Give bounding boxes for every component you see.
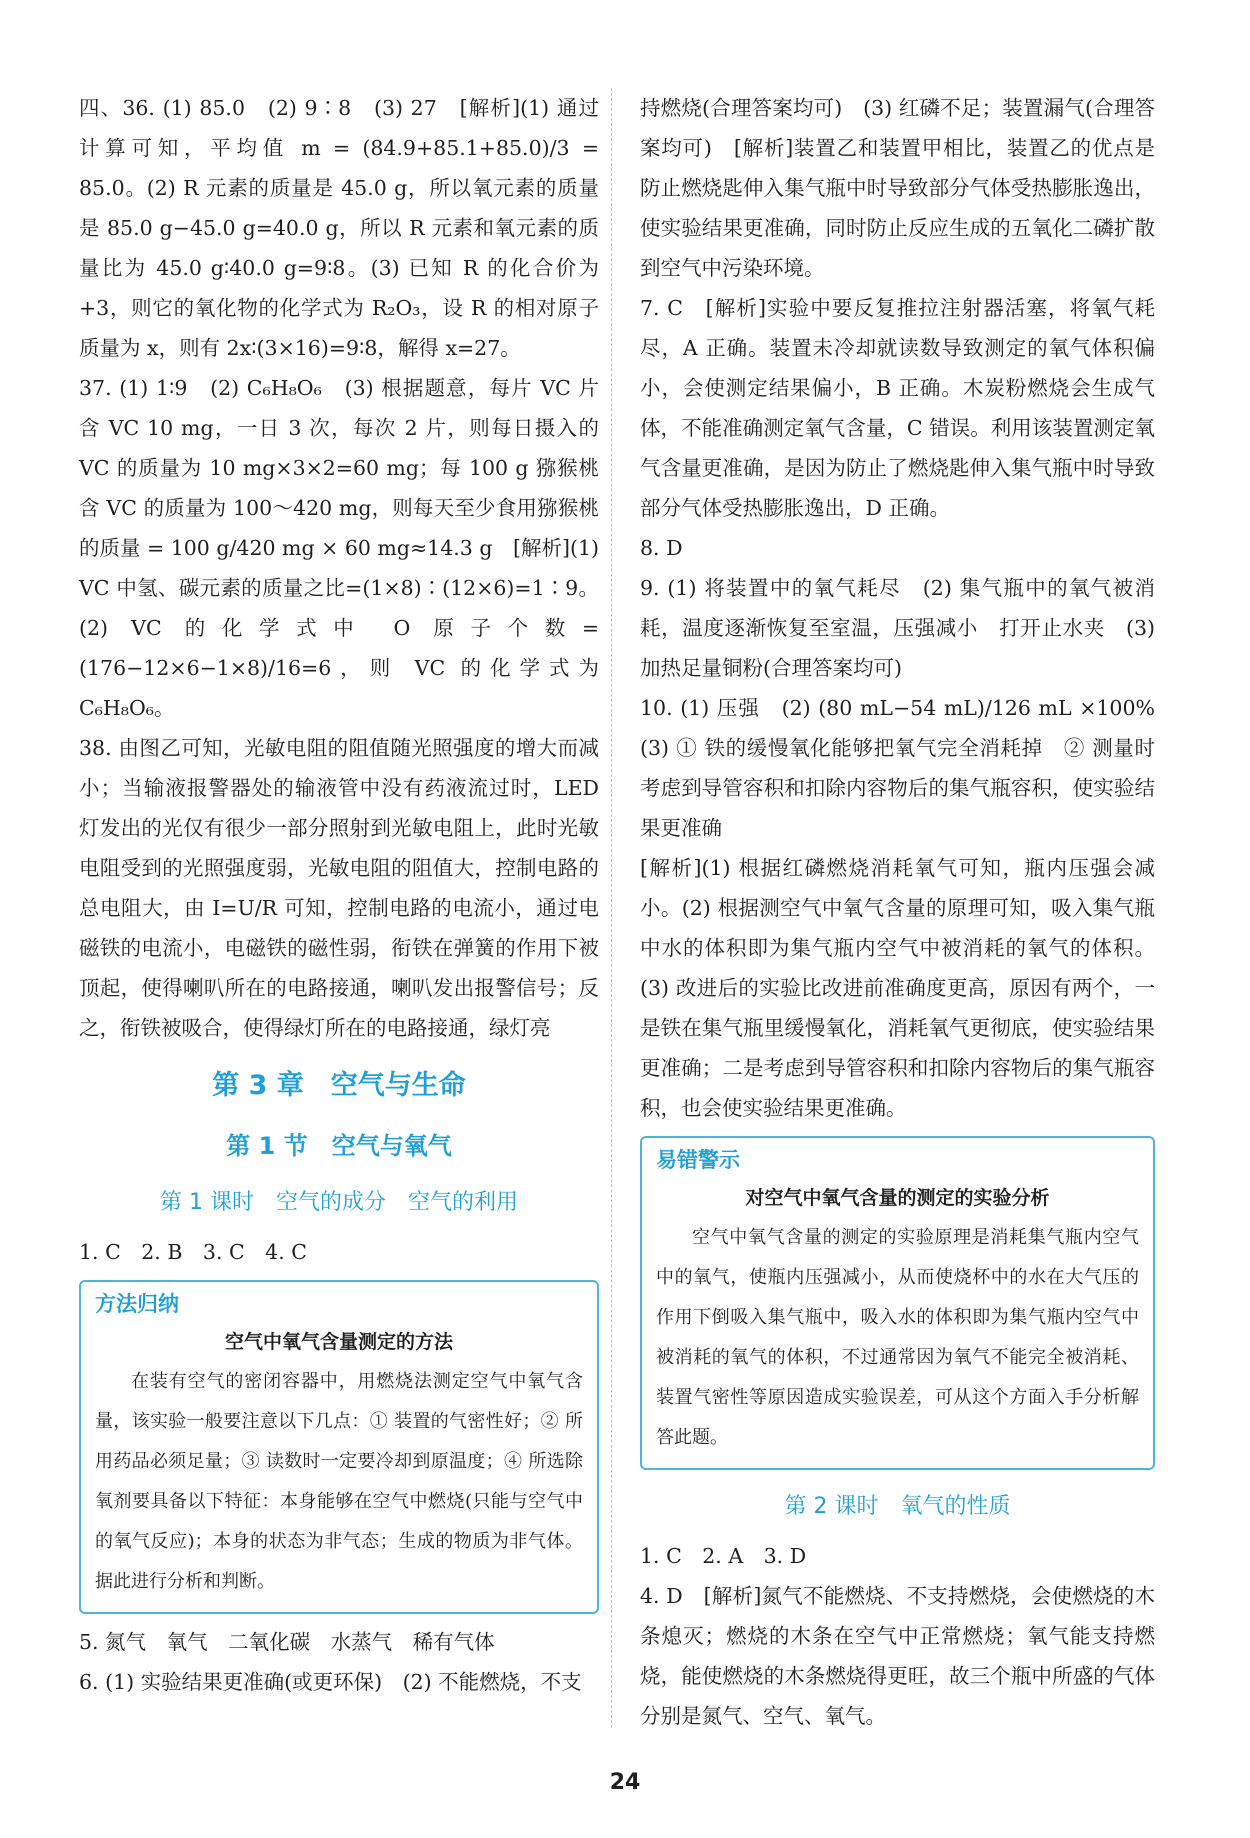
method-summary-title: 空气中氧气含量测定的方法: [224, 1331, 453, 1353]
method-summary-box: [79, 1280, 599, 1614]
lesson-title-1: 第 1 课时 空气的成分 空气的利用: [160, 1190, 518, 1215]
answer-9: 9. (1) 将装置中的氧气耗尽 (2) 集气瓶中的氧气被消耗，温度逐渐恢复至室温，压强减小 打开止水夹 (3) 加热足量铜粉(合理答案均可): [640, 576, 1155, 680]
page-number: 24: [609, 1770, 641, 1795]
answer-38: 38. 由图乙可知，光敏电阻的阻值随光照强度的增大而减小；当输液报警器处的输液管中没有药液流过时，LED 灯发出的光仅有很少一部分照射到光敏电阻上，此时光敏电阻受到的光照强度弱，光敏电阻的阻值大，控制电路的总电阻大，由 I=U/R 可知，控制电路的电流小，通过电磁铁的电流小，电磁铁的磁性弱，衔铁在弹簧的作用下被顶起，使得喇叭所在的电路接通，喇叭发出报警信号；反之，衔铁被吸合，使得绿灯所在的电路接通，绿灯亮: [79, 736, 599, 1040]
answer-8: 8. D: [640, 536, 683, 560]
right-column: [640, 88, 1176, 1736]
left-column: [79, 88, 599, 1702]
error-warning-box: [640, 1136, 1155, 1470]
answer-4-lesson-2: 4. D [解析]氮气不能燃烧、不支持燃烧，会使燃烧的木条熄灭；燃烧的木条在空气中正常燃烧；氧气能支持燃烧，能使燃烧的木条燃烧得更旺，故三个瓶中所盛的气体分别是氮气、空气、氧气。: [640, 1584, 1155, 1728]
answer-7: 7. C [解析]实验中要反复推拉注射器活塞，将氧气耗尽，A 正确。装置未冷却就读数导致测定的氧气体积偏小，会使测定结果偏小，B 正确。木炭粉燃烧会生成气体，不能准确测定氧气含量，C 错误。利用该装置测定氧气含量更准确，是因为防止了燃烧匙伸入集气瓶中时导致部分气体受热膨胀逸出，D 正确。: [640, 296, 1155, 520]
answer-6-continued: 持燃烧(合理答案均可) (3) 红磷不足；装置漏气(合理答案均可) [解析]装置乙和装置甲相比，装置乙的优点是防止燃烧匙伸入集气瓶中时导致部分气体受热膨胀逸出，使实验结果更准确，同时防止反应生成的五氧化二磷扩散到空气中污染环境。: [640, 96, 1155, 280]
method-summary-tag: 方法归纳: [95, 1292, 179, 1316]
answer-10-analysis: [解析](1) 根据红磷燃烧消耗氧气可知，瓶内压强会减小。(2) 根据测空气中氧气含量的原理可知，吸入集气瓶中水的体积即为集气瓶内空气中被消耗的氧气的体积。(3) 改进后的实验比改进前准确度更高，原因有两个，一是铁在集气瓶里缓慢氧化，消耗氧气更彻底，使实验结果更准确；二是考虑到导管容积和扣除内容物后的集气瓶容积，也会使实验结果更准确。: [640, 856, 1155, 1120]
section-title: 第 1 节 空气与氧气: [226, 1132, 452, 1160]
answers-lesson-1: 1. C 2. B 3. C 4. C: [79, 1240, 307, 1264]
error-warning-body: 空气中氧气含量的测定的实验原理是消耗集气瓶内空气中的氧气，使瓶内压强减小，从而使烧杯中的水在大气压的作用下倒吸入集气瓶中，吸入水的体积即为集气瓶内空气中被消耗的氧气的体积，不过通常因为氧气不能完全被消耗、装置气密性等原因造成实验误差，可从这个方面入手分析解答此题。: [656, 1227, 1139, 1448]
answer-6: 6. (1) 实验结果更准确(或更环保) (2) 不能燃烧，不支: [79, 1670, 582, 1694]
chapter-title: 第 3 章 空气与生命: [212, 1070, 466, 1101]
answer-36: 四、36. (1) 85.0 (2) 9∶8 (3) 27 [解析](1) 通过计算可知，平均值 m = (84.9+85.1+85.0)/3 = 85.0。(2) R 元素的质量是 45.0 g，所以氧元素的质量是 85.0 g−45.0 g=40.0 g，所以 R 元素和氧元素的质量比为 45.0 g∶40.0 g=9∶8。(3) 已知 R 的化合价为+3，则它的氧化物的化学式为 R₂O₃，设 R 的相对原子质量为 x，则有 2x∶(3×16)=9∶8，解得 x=27。: [79, 96, 599, 360]
method-summary-body: 在装有空气的密闭容器中，用燃烧法测定空气中氧气含量，该实验一般要注意以下几点：① 装置的气密性好；② 所用药品必须足量；③ 读数时一定要冷却到原温度；④ 所选除氧剂要具备以下特征：本身能够在空气中燃烧(只能与空气中的氧气反应)；本身的状态为非气态；生成的物质为非气体。据此进行分析和判断。: [95, 1371, 583, 1592]
answer-10: 10. (1) 压强 (2) (80 mL−54 mL)/126 mL ×100% (3) ① 铁的缓慢氧化能够把氧气完全消耗掉 ② 测量时考虑到导管容积和扣除内容物后的集气瓶容积，使实验结果更准确: [640, 696, 1176, 840]
answer-5: 5. 氮气 氧气 二氧化碳 水蒸气 稀有气体: [79, 1630, 495, 1654]
error-warning-tag: 易错警示: [656, 1148, 740, 1172]
column-divider: [611, 88, 612, 1728]
error-warning-title: 对空气中氧气含量的测定的实验分析: [745, 1187, 1050, 1209]
answers-lesson-2: 1. C 2. A 3. D: [640, 1544, 807, 1568]
answer-37: 37. (1) 1∶9 (2) C₆H₈O₆ (3) 根据题意，每片 VC 片含 VC 10 mg，一日 3 次，每次 2 片，则每日摄入的 VC 的质量为 10 mg×3×2=60 mg；每 100 g 猕猴桃含 VC 的质量为 100～420 mg，则每天至少食用猕猴桃的质量 = 100 g/420 mg × 60 mg≈14.3 g [解析](1) VC 中氢、碳元素的质量之比=(1×8)∶(12×6)=1∶9。(2) VC 的化学式中 O 原子个数=(176−12×6−1×8)/16=6，则 VC 的化学式为 C₆H₈O₆。: [79, 376, 599, 720]
lesson-title-2: 第 2 课时 氧气的性质: [784, 1494, 1011, 1519]
